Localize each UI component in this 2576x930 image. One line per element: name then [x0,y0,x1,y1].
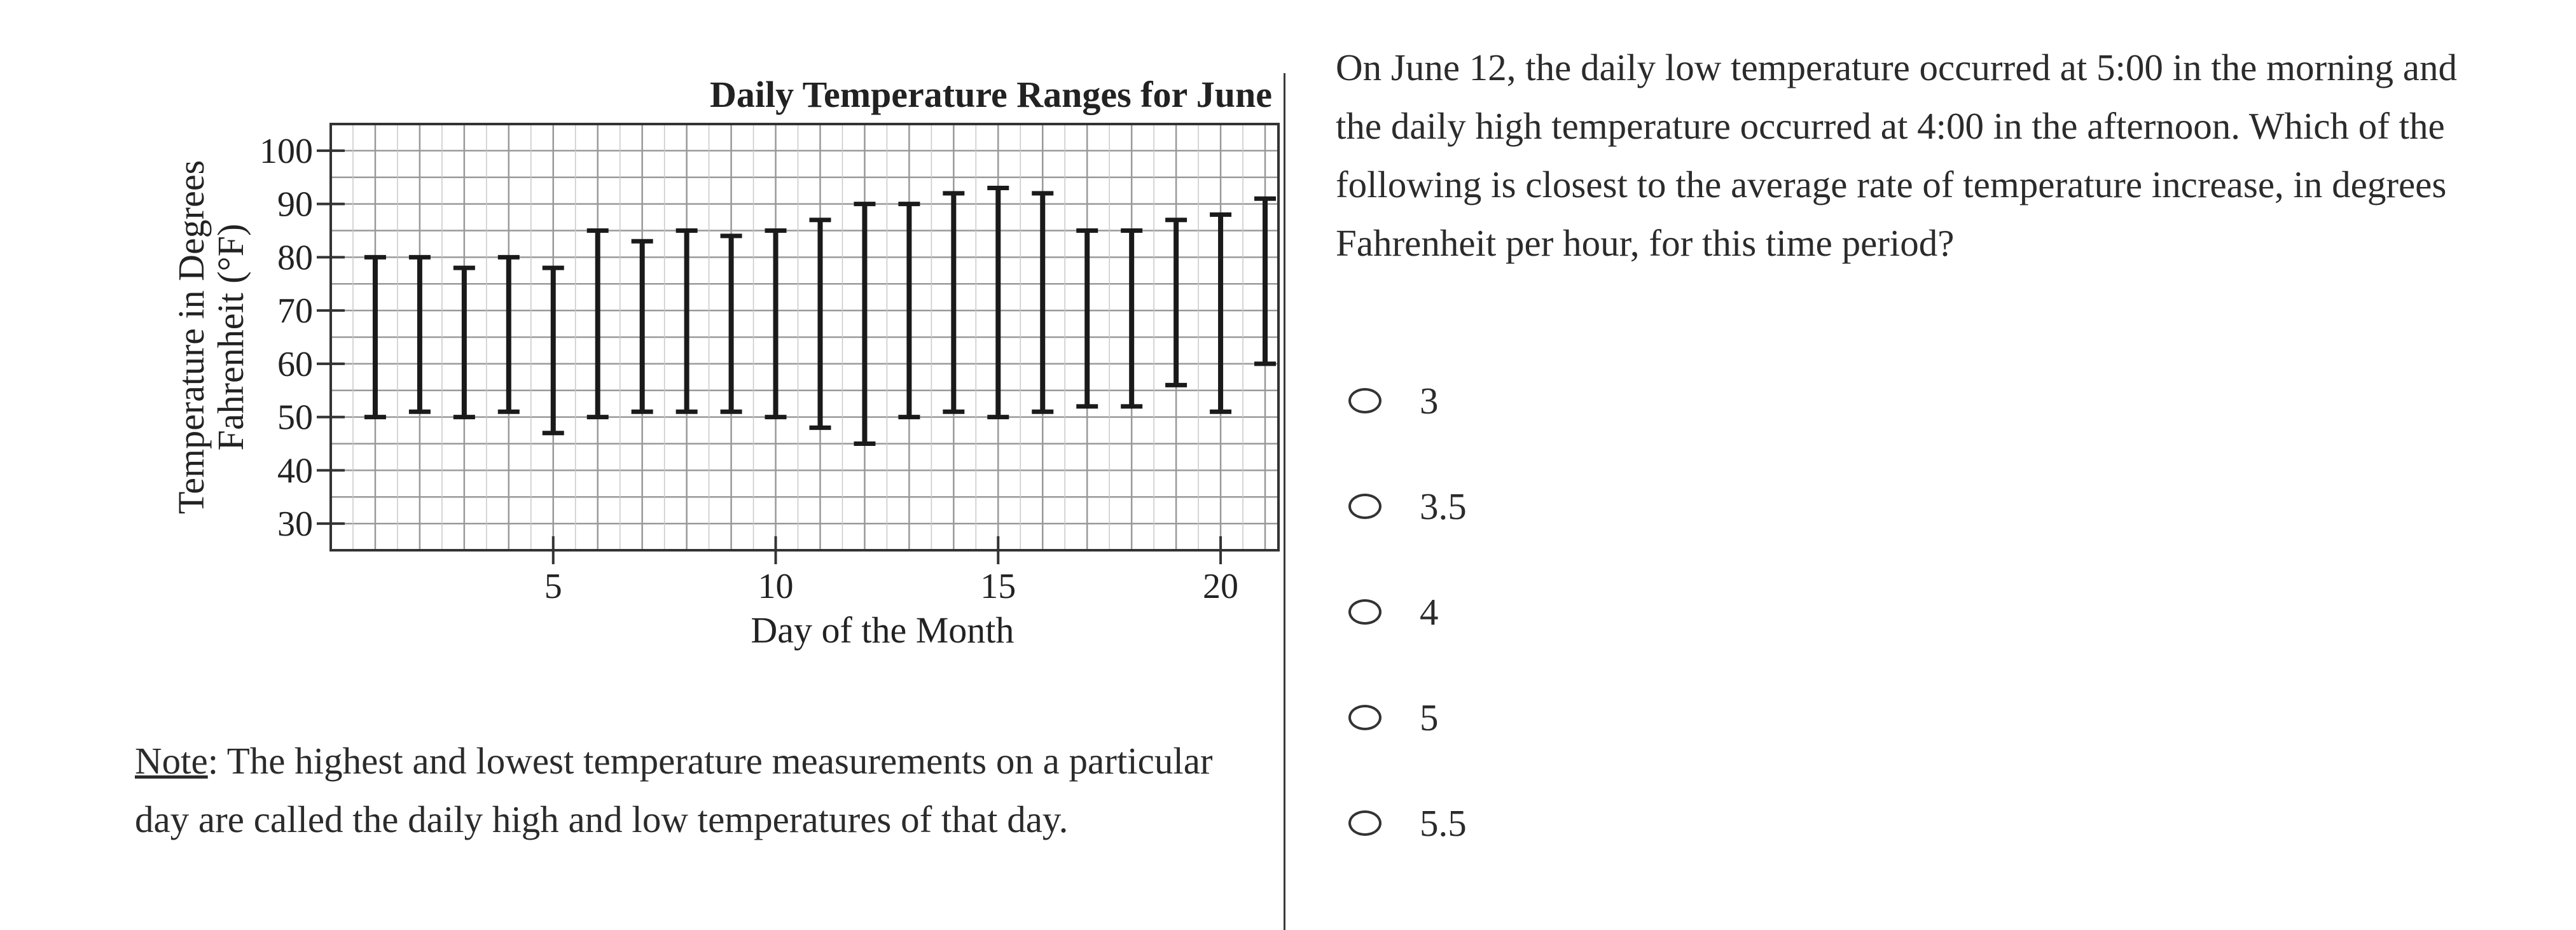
answer-choice-b[interactable] [1348,481,1467,532]
radio-button[interactable] [1348,705,1381,730]
y-tick-label: 40 [277,451,313,491]
radio-button[interactable] [1348,494,1381,519]
x-tick-label: 5 [544,567,562,606]
range-bar [1210,214,1231,412]
range-bar [587,231,609,417]
y-tick-label: 30 [277,504,313,545]
choice-label: 3.5 [1420,485,1467,527]
choice-label: 4 [1420,590,1439,633]
y-tick-label: 70 [277,291,313,331]
range-bar [454,268,475,417]
choice-label: 5 [1420,696,1439,739]
radio-button[interactable] [1348,810,1381,836]
choice-label: 5.5 [1420,802,1467,844]
y-tick-label: 80 [277,238,313,278]
note-body: : The highest and lowest temperature measurements on a particular day are called the daily high and low temperatures of that day. [135,740,1213,840]
panel-divider [1284,73,1285,930]
range-bar [632,241,653,412]
chart-panel [0,0,1285,930]
answer-choice-d[interactable] [1348,692,1439,743]
answer-choice-c[interactable] [1348,586,1439,637]
y-axis-label-line: Temperature in Degrees [170,160,212,515]
range-bar [987,188,1009,417]
y-axis-label-line: Fahrenheit (°F) [210,223,251,451]
x-axis-label: Day of the Month [751,609,1014,651]
y-tick-label: 100 [260,131,313,171]
range-bar [943,193,964,412]
x-tick-label: 20 [1203,567,1239,606]
range-bar [854,204,875,444]
answer-choice-a[interactable] [1348,375,1439,426]
choice-label: 3 [1420,379,1439,422]
temperature-range-chart [0,0,1285,732]
x-tick-label: 10 [758,567,794,606]
radio-button[interactable] [1348,388,1381,413]
question-panel [1336,0,2544,930]
x-tick-label: 15 [980,567,1016,606]
range-bar [543,268,564,433]
radio-button[interactable] [1348,599,1381,625]
range-bar [1254,198,1276,364]
range-bar [765,231,787,417]
note-text [135,732,1216,849]
note-label: Note [135,740,208,782]
range-bar [498,257,520,412]
range-bar [409,257,431,412]
range-bar [721,236,742,412]
question-text: On June 12, the daily low temperature occurred at 5:00 in the morning and the daily high temperature occurred at 4:00 in the afternoon. Which of the following is closest to the average rate of temperature increase, in degrees Fahrenheit per hour, for this time period? [1336,46,2457,264]
y-tick-label: 90 [277,184,313,225]
range-bar [1165,220,1187,385]
answer-choice-e[interactable] [1348,798,1467,849]
chart-title: Daily Temperature Ranges for June [710,74,1272,115]
range-bar [1032,193,1053,412]
range-bar [809,220,831,428]
y-tick-label: 50 [277,398,313,438]
y-tick-label: 60 [277,344,313,384]
